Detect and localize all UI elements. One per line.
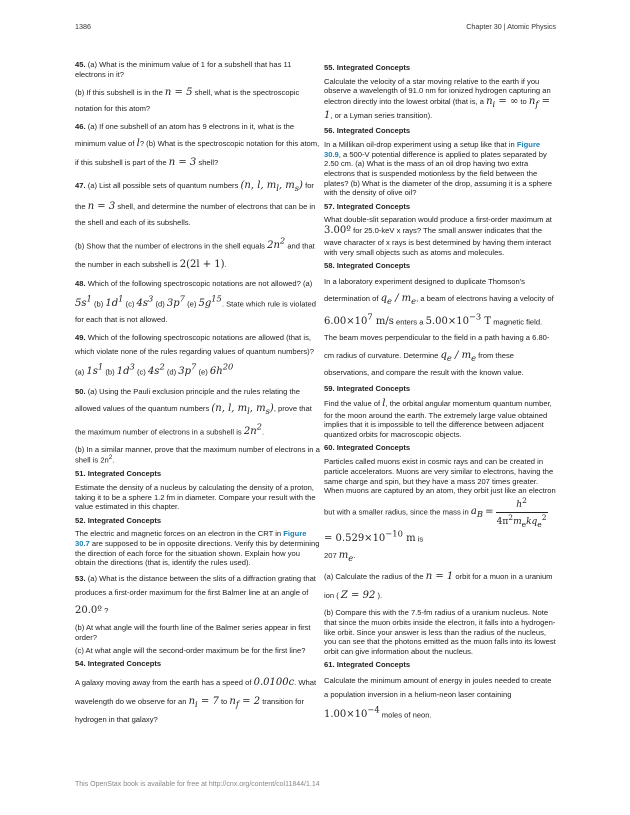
problem-50b: (b) In a similar manner, prove that the maximum number of electrons in a shell is $2n^2$. <box>75 444 320 465</box>
problem-46: 46. (a) If one subshell of an atom has 9 electrons in it, what is the minimum value of l? (b) What is the spectroscopic notation for this atom, if this subshell is part of the n = 3 shell? <box>75 121 320 169</box>
problem-57-text: What double-slit separation would produce a first-order maximum at 3.00º for 25.0-keV x rays? The small answer indicates that the wave character of x rays is best determined by having them interact with very small objects such as atoms and molecules. <box>324 215 552 257</box>
problem-60-title: 60. Integrated Concepts <box>324 443 411 453</box>
problem-60b: (b) Compare this with the 7.5-fm radius of a uranium nucleus. Note that since the muon orbits inside the electron, it falls into a hydrogen-like orbit. Since your answer is less than the radius of the nucleus, you can see that the photons emitted as the muon falls into its lowest orbit can give information about the nucleus. <box>324 608 556 657</box>
problem-54-text: A galaxy moving away from the earth has a speed of 0.0100c. What wavelength do we observe for an $n_i = 7$ to $n_f = 2$ transition for hydrogen in that galaxy? <box>75 676 317 724</box>
problem-58-title: 58. Integrated Concepts <box>324 260 411 270</box>
figure-30-9-link[interactable]: Figure 30.9 <box>324 139 541 159</box>
problem-45a: 45. (a) What is the minimum value of 1 for a subshell that has 11 electrons in it? <box>75 60 292 79</box>
problem-50a: 50. (a) Using the Pauli exclusion principle and the rules relating the allowed values of the quantum numbers (n, l, $m_l$, $m_s$), prove that the maximum number of electrons in a subshell is $2n^2$. <box>75 386 312 438</box>
problem-59-text: Find the value of l, the orbital angular momentum quantum number, for the moon around the earth. The extremely large value obtained implies that it is impossible to tell the difference between adjacent quantized orbits for macroscopic objects. <box>324 397 552 440</box>
problem-49: 49. Which of the following spectroscopic notations are allowed (that is, which violate none of the rules regarding values of quantum numbers)? (a) $1s^1$ (b) $1d^3$ (c) $4s^2$ (d) $3p^7$ (e) $6h^{20}$ <box>75 333 314 378</box>
problem-45b: (b) If this subshell is in the n = 5 shell, what is the spectroscopic notation for this atom? <box>75 86 300 113</box>
problem-61-text: Calculate the minimum amount of energy in joules needed to create a population inversion in a helium-neon laser containing $1.00\times 10^{-4}$ moles of neon. <box>324 676 552 721</box>
problem-61-title: 61. Integrated Concepts <box>324 660 411 670</box>
problem-56-text: In a Millikan oil-drop experiment using a setup like that in Figure 30.9, a 500-V potential difference is applied to plates separated by 2.50 cm. (a) What is the mass of an oil drop having two extra electrons that is suspended motionless by the field between the plates? (b) What is the diameter of the drop, assuming it is a sphere with the density of olive oil? <box>324 139 552 198</box>
problem-47b: (b) Show that the number of electrons in the shell equals $2n^2$ and that the number in each subshell is 2(2l + 1). <box>75 235 315 270</box>
problem-59-title: 59. Integrated Concepts <box>324 384 411 394</box>
left-column <box>75 60 321 731</box>
chapter-title: Chapter 30 | Atomic Physics <box>466 22 556 31</box>
problem-52-text: The electric and magnetic forces on an electron in the CRT in Figure 30.7 are supposed to be in opposite directions. Verify this by determining the direction of each force for the situation shown. Explain how you obtain the directions (that is, identify the rules used). <box>75 529 320 568</box>
problem-55-text: Calculate the velocity of a star moving relative to the earth if you observe a wavelength of 91.0 nm for ionized hydrogen capturing an electron directly into the lowest orbital (that is, a $n_i$ = ∞ to $n_f = 1$, or a Lyman series transition). <box>324 76 551 121</box>
problem-48: 48. Which of the following spectroscopic notations are not allowed? (a) $5s^1$ (b) $1d^1$ (c) $4s^3$ (d) $3p^7$ (e) $5g^{15}$. State which rule is violated for each that is not allowed. <box>75 279 316 325</box>
problem-51-text: Estimate the density of a nucleus by calculating the density of a proton, taking it to be a sphere 1.2 fm in diameter. Compare your result with the value estimated in this chapter. <box>75 482 316 512</box>
problem-52-title: 52. Integrated Concepts <box>75 515 162 525</box>
problem-60a: (a) Calculate the radius of the n = 1 orbit for a muon in a uranium ion ( Z = 92 ). <box>324 570 553 601</box>
problem-53a: 53. (a) What is the distance between the slits of a diffraction grating that produces a first-order maximum for the first Balmer line at an angle of 20.0º ? <box>75 573 316 616</box>
problem-56-title: 56. Integrated Concepts <box>324 126 411 136</box>
problem-55-title: 55. Integrated Concepts <box>324 63 411 72</box>
footer-text: This OpenStax book is available for free at http://cnx.org/content/col11844/1.14 <box>75 781 320 788</box>
problem-57-title: 57. Integrated Concepts <box>324 201 411 211</box>
problem-54-title: 54. Integrated Concepts <box>75 659 162 669</box>
figure-30-7-link[interactable]: Figure 30.7 <box>75 529 307 549</box>
right-column <box>324 60 556 728</box>
problem-47a: 47. (a) List all possible sets of quantum numbers (n, l, $m_l$, $m_s$) for the n = 3 shell, and determine the number of electrons that can be in the shell and each of its subshells. <box>75 179 316 227</box>
problem-53b: (b) At what angle will the fourth line of the Balmer series appear in first order? <box>75 623 311 642</box>
problem-51-title: 51. Integrated Concepts <box>75 469 162 479</box>
problem-60-mass: 207 $m_e$. <box>324 549 356 563</box>
problem-53c: (c) At what angle will the second-order maximum be for the first line? <box>75 645 306 655</box>
problem-58-text: In a laboratory experiment designed to duplicate Thomson's determination of $q_e / m_e$, a beam of electrons having a velocity of $6.00\times 10^7$ m/s enters a $5.00\times 10^{-3}$ T magnetic field. The beam moves perpendicular to the field in a path having a 6.80-cm radius of curvature. Determine $q_e / m_e$ from these observations, and compare the result with the known value. <box>324 276 554 378</box>
problem-60-text: Particles called muons exist in cosmic rays and can be created in particle accelerators. Muons are very similar to electrons, having the same charge and spin, but they have a mass 207 times greater. When muons are captured by an atom, they orbit just like an electron but with a smaller radius, since the mass in $a_B$ = $\frac{h^2}{4\pi^2m_ekq_e^2}$ = $0.529\times 10^{-10}$ m is <box>324 457 556 545</box>
bohr-radius-fraction: $\frac{h^2}{4\pi^2m_ekq_e^2}$ <box>496 496 547 529</box>
page-number: 1386 <box>75 22 91 31</box>
